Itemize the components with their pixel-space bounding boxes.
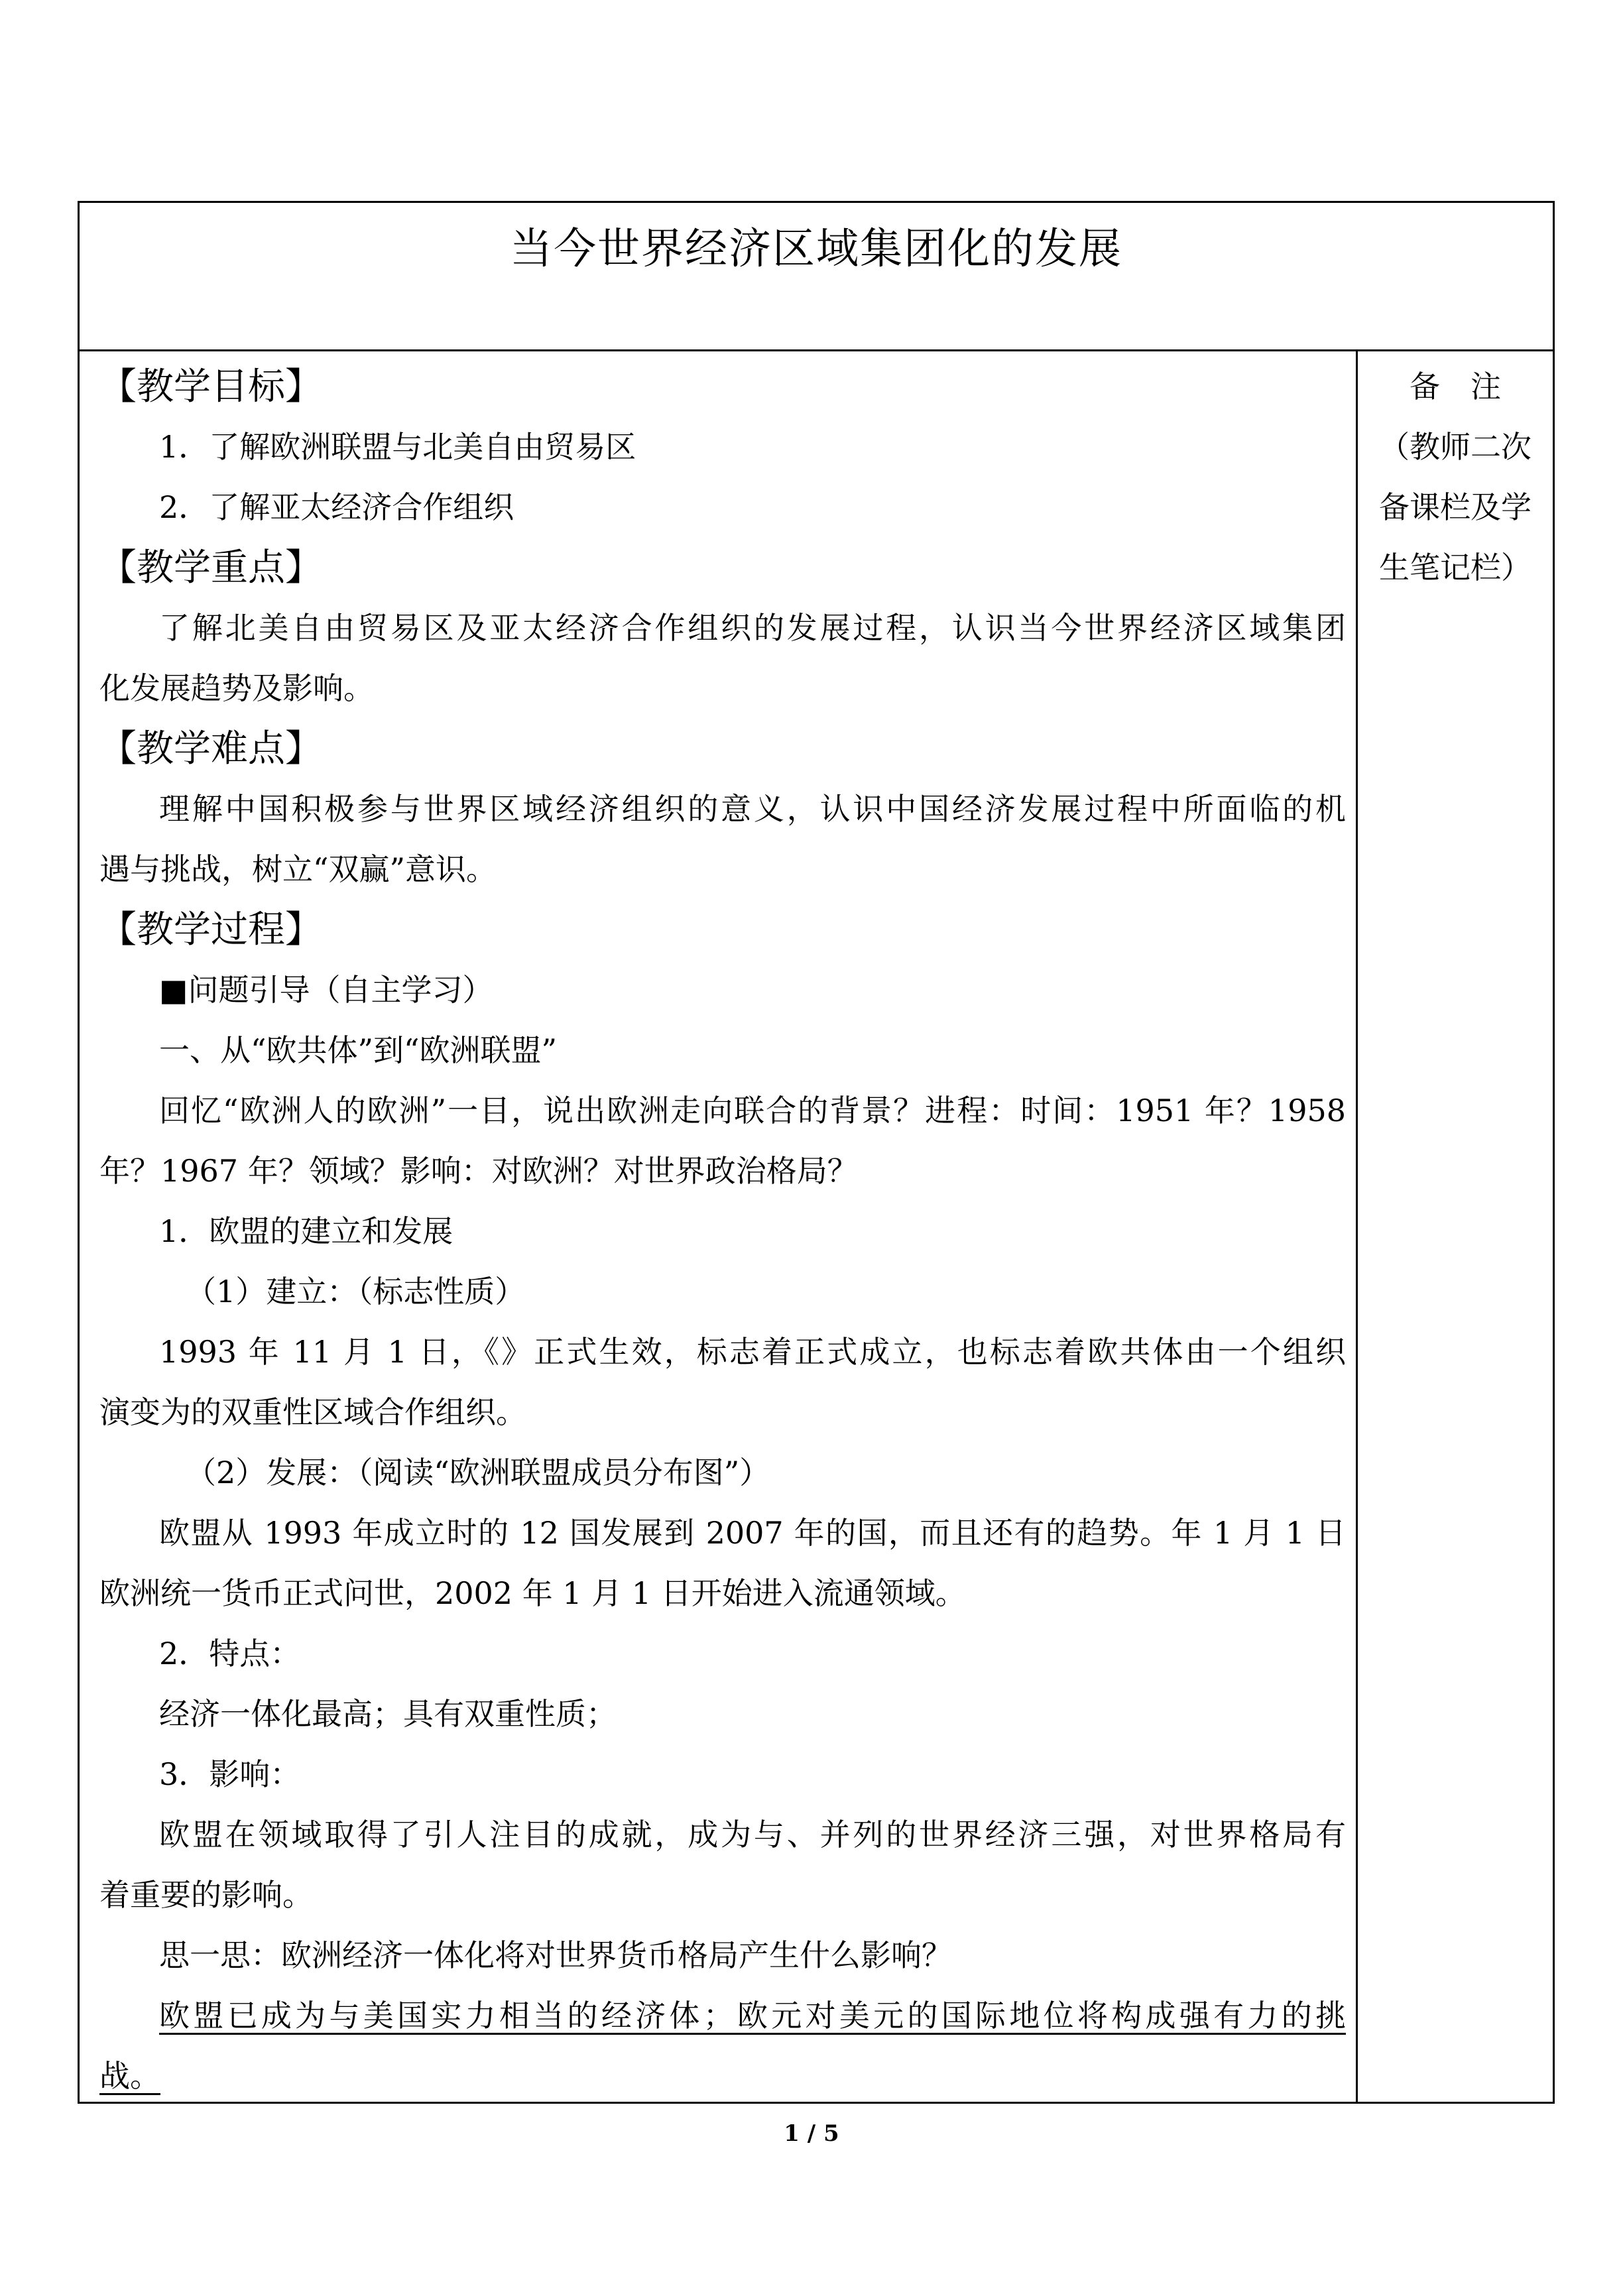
process-recall-line-1: 回忆“欧洲人的欧洲”一目，说出欧洲走向联合的背景？进程：时间：1951 年？1958 [159,1093,1346,1128]
eu-establish-line-1: 1993 年 11 月 1 日，《》正式生效，标志着正式成立，也标志着欧共体由一个组织 [159,1334,1346,1370]
notes-column [1358,351,1553,2102]
eu-features-heading: 2．特点： [159,1636,301,1671]
eu-establish-sub: （1）建立：（标志性质） [186,1274,526,1309]
page-number: 1 / 5 [784,2120,839,2147]
notes-label-line-1: 备 注 [1410,369,1501,404]
body-row [80,351,1553,2102]
eu-development-line-1: 欧盟从 1993 年成立时的 12 国发展到 2007 年的国，而且还有的趋势。年 1 月 1 日 [159,1515,1346,1551]
lesson-plan-table [78,201,1555,2104]
process-recall-line-2: 年？1967 年？领域？影响：对欧洲？对世界政治格局？ [99,1153,858,1189]
process-section-1: 一、从“欧共体”到“欧洲联盟” [159,1032,558,1068]
content-text [99,357,1346,2106]
eu-features-text: 经济一体化最高；具有双重性质； [159,1696,617,1732]
heading-goals: 【教学目标】 [99,365,322,408]
page-title: 当今世界经济区域集团化的发展 [510,225,1122,274]
key-points-line-1: 了解北美自由贸易区及亚太经济合作组织的发展过程，认识当今世界经济区域集团 [159,610,1346,646]
answer-line-2: 战。 [99,2058,160,2094]
eu-development-line-2: 欧洲统一货币正式问世，2002 年 1 月 1 日开始进入流通领域。 [99,1575,966,1611]
notes-label-line-4: 生笔记栏） [1379,550,1532,585]
goal-item-2: 2．了解亚太经济合作组织 [159,489,514,525]
notes-label-line-2: （教师二次 [1379,429,1532,465]
difficulties-line-1: 理解中国积极参与世界区域经济组织的意义，认识中国经济发展过程中所面临的机 [159,791,1346,827]
difficulties-line-2: 遇与挑战，树立“双赢”意识。 [99,851,497,887]
eu-impact-line-2: 着重要的影响。 [99,1877,313,1913]
think-question: 思一思：欧洲经济一体化将对世界货币格局产生什么影响？ [159,1937,952,1973]
notes-label [1358,351,1553,598]
heading-key-points: 【教学重点】 [99,546,322,589]
heading-difficulties: 【教学难点】 [99,727,322,770]
main-content-column [80,351,1358,2102]
notes-label-line-3: 备课栏及学 [1379,489,1532,525]
answer-line-1: 欧盟已成为与美国实力相当的经济体；欧元对美元的国际地位将构成强有力的挑 [159,1998,1346,2033]
eu-impact-heading: 3．影响： [159,1756,301,1792]
goal-item-1: 1．了解欧洲联盟与北美自由贸易区 [159,429,636,465]
eu-establish-heading: 1．欧盟的建立和发展 [159,1213,453,1249]
key-points-line-2: 化发展趋势及影响。 [99,670,374,706]
heading-process: 【教学过程】 [99,908,322,951]
title-row [80,203,1553,351]
eu-establish-line-2: 演变为的双重性区域合作组织。 [99,1394,526,1430]
eu-development-sub: （2）发展：（阅读“欧洲联盟成员分布图”） [186,1455,770,1490]
process-question-guide: ■问题引导（自主学习） [159,972,493,1008]
eu-impact-line-1: 欧盟在领域取得了引人注目的成就，成为与、并列的世界经济三强，对世界格局有 [159,1817,1346,1852]
